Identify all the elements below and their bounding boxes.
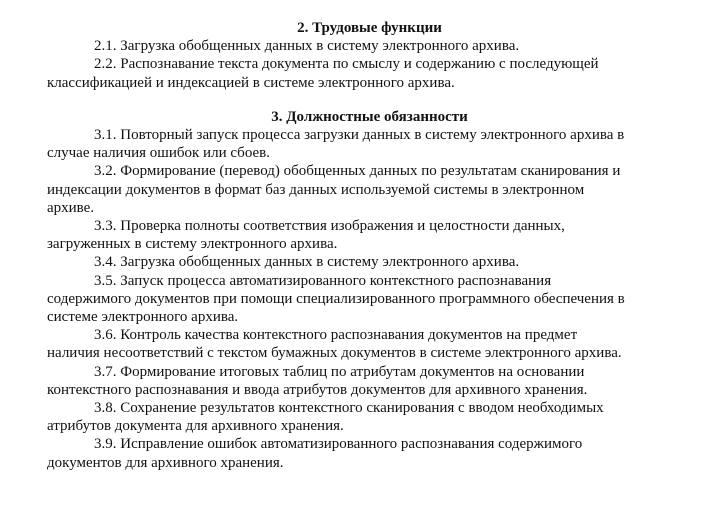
paragraph-line: классификацией и индексацией в системе электронного архива. bbox=[47, 74, 455, 91]
paragraph-line: контекстного распознавания и ввода атрибутов документов для архивного хранения. bbox=[47, 381, 588, 398]
paragraph-line: загруженных в систему электронного архива. bbox=[47, 236, 338, 253]
paragraph-line: документов для архивного хранения. bbox=[47, 454, 284, 471]
paragraph-line: 3.2. Формирование (перевод) обобщенных данных по результатам сканирования и bbox=[94, 163, 621, 180]
paragraph-line: содержимого документов при помощи специализированного программного обеспечения в bbox=[47, 290, 625, 307]
paragraph-line: 3.7. Формирование итоговых таблиц по атрибутам документов на основании bbox=[94, 363, 585, 380]
document-page bbox=[47, 19, 672, 472]
paragraph-line: 2.1. Загрузка обобщенных данных в систему электронного архива. bbox=[94, 38, 520, 55]
paragraph-line: архиве. bbox=[47, 199, 95, 216]
list-item-3-3 bbox=[47, 217, 672, 253]
paragraph-line: системе электронного архива. bbox=[47, 309, 239, 326]
list-item-3-1 bbox=[47, 126, 672, 162]
section-spacer bbox=[47, 92, 672, 108]
list-item-2-2 bbox=[47, 55, 672, 91]
list-item-3-8 bbox=[47, 399, 672, 435]
list-item-3-6 bbox=[47, 326, 672, 362]
paragraph-line: 3.6. Контроль качества контекстного распознавания документов на предмет bbox=[94, 327, 578, 344]
paragraph-line: 3.4. Загрузка обобщенных данных в систему электронного архива. bbox=[94, 254, 520, 271]
paragraph-line: 3.1. Повторный запуск процесса загрузки данных в систему электронного архива в bbox=[94, 127, 625, 144]
paragraph-line: 3.8. Сохранение результатов контекстного сканирования с вводом необходимых bbox=[94, 400, 604, 417]
section-heading-job-duties: 3. Должностные обязанности bbox=[271, 108, 468, 125]
paragraph-line: индексации документов в формат баз данных используемой системы в электронном bbox=[47, 181, 585, 198]
list-item-2-1 bbox=[47, 37, 672, 55]
list-item-3-7 bbox=[47, 363, 672, 399]
paragraph-line: 3.5. Запуск процесса автоматизированного контекстного распознавания bbox=[94, 272, 552, 289]
list-item-3-4 bbox=[47, 253, 672, 271]
paragraph-line: 2.2. Распознавание текста документа по смыслу и содержанию с последующей bbox=[94, 56, 599, 73]
list-item-3-5 bbox=[47, 272, 672, 327]
paragraph-line: случае наличия ошибок или сбоев. bbox=[47, 145, 270, 162]
paragraph-line: наличия несоответствий с текстом бумажных документов в системе электронного архива. bbox=[47, 345, 622, 362]
paragraph-line: атрибутов документа для архивного хранения. bbox=[47, 418, 344, 435]
paragraph-line: 3.3. Проверка полноты соответствия изображения и целостности данных, bbox=[94, 218, 565, 235]
list-item-3-9 bbox=[47, 435, 672, 471]
list-item-3-2 bbox=[47, 162, 672, 217]
section-heading-labor-functions: 2. Трудовые функции bbox=[297, 20, 442, 36]
paragraph-line: 3.9. Исправление ошибок автоматизированного распознавания содержимого bbox=[94, 436, 583, 453]
